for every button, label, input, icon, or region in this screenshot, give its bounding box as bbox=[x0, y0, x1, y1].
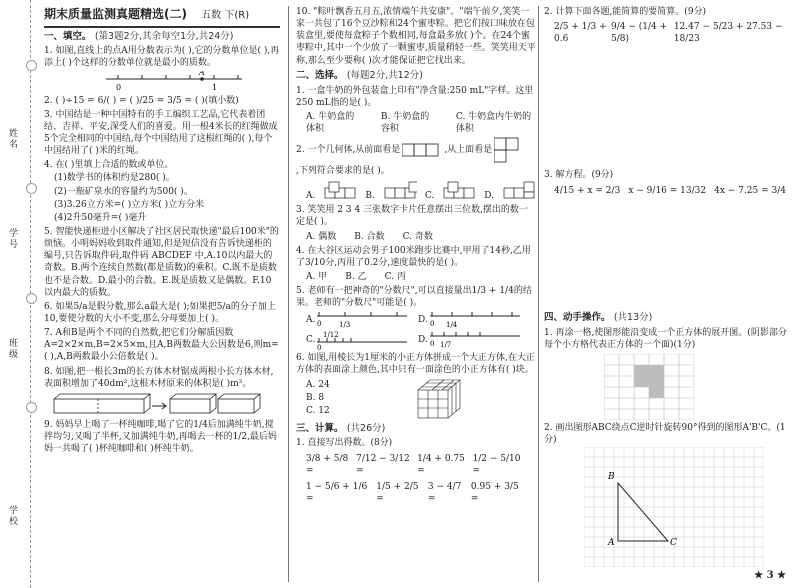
question-text: 3. 笑笑用 2 3 4 三张数字卡片任意摆出三位数,摆出的数一定是( )。 bbox=[296, 205, 528, 228]
cube-figure bbox=[416, 378, 464, 420]
question-8 bbox=[44, 366, 280, 417]
section-note: (共13分) bbox=[613, 311, 653, 323]
column-1 bbox=[44, 0, 280, 588]
ruler-option bbox=[306, 330, 418, 350]
page-title bbox=[44, 6, 280, 28]
calc-2 bbox=[544, 6, 794, 47]
section-calc bbox=[296, 423, 536, 436]
question-text: 9. 妈妈早上喝了一杯纯咖啡,喝了它的1/4后加满纯牛奶,搅拌均匀,又喝了半杯,又加满纯牛奶,再喝去一杯的1/2,最后妈妈一共喝了( )杯纯咖啡和( )杯纯牛奶。 bbox=[44, 419, 277, 455]
section-heading: 二、选择。 bbox=[296, 69, 344, 81]
choice-3 bbox=[296, 204, 536, 242]
choice-1 bbox=[296, 85, 536, 136]
question-text: 2. ( )÷15 = 6/( ) = ( )/25 = 3/5 = ( )(填小数) bbox=[44, 95, 239, 106]
number-line bbox=[104, 71, 244, 93]
calc-item: 3/8 + 5/8 = bbox=[306, 453, 349, 476]
question-text: ,从上面看是 bbox=[444, 145, 493, 155]
option: A. bbox=[306, 191, 316, 202]
question-text: 1. 如图,直线上的点A用分数表示为( ),它的分数单位是( ),再添上( )个这样的分数单位就是最小的质数。 bbox=[44, 46, 280, 69]
calc-item: 0.95 + 3/5 = bbox=[470, 481, 519, 504]
column-divider bbox=[288, 6, 289, 582]
tick-label: 0 bbox=[429, 320, 435, 329]
option: B. 合数 bbox=[354, 231, 385, 242]
calc-item: 9/4 − (1/4 + 5/8) bbox=[610, 22, 668, 45]
column-2 bbox=[296, 0, 536, 588]
option: A. 24 bbox=[306, 379, 330, 390]
option-label: D. bbox=[418, 335, 428, 346]
option: B. 牛奶盒的容积 bbox=[380, 111, 430, 134]
option: C. 奇数 bbox=[402, 231, 433, 242]
question-text: 5. 老师有一把神奇的"分数尺",可以直接量出1/3 + 1/4的结果。老师的"分数尺"可能是( )。 bbox=[296, 286, 532, 309]
tick-label: 0 bbox=[429, 340, 435, 349]
rotation-grid[interactable] bbox=[584, 447, 764, 567]
question-text: 2. 一个几何体,从前面看是 bbox=[296, 145, 401, 155]
choice-5 bbox=[296, 285, 536, 350]
question-text: 4. 在( )里填上合适的数或单位。 bbox=[44, 160, 174, 171]
operation-1 bbox=[544, 327, 794, 420]
calc-item: 4x − 7.25 = 3/4 bbox=[714, 185, 786, 196]
sub-item: (1)数学书的体积约是280( )。 bbox=[54, 173, 175, 184]
page-number-text: 3 bbox=[766, 569, 774, 581]
question-text: 4. 在大谷区运动会男子100米跑步比赛中,甲用了14秒,乙用了3/10分,丙用了0.2分,速度最快的是( )。 bbox=[296, 245, 531, 268]
calc-item: 7/12 − 3/12 = bbox=[356, 453, 410, 476]
title-text: 期末质量监测真题精选(二) bbox=[44, 7, 187, 21]
calc-3 bbox=[544, 169, 794, 198]
tick-label: 1/12 bbox=[323, 331, 340, 340]
calc-item: x − 9/16 = 13/32 bbox=[628, 185, 707, 196]
option: C. 12 bbox=[306, 405, 330, 416]
axis-zero: 0 bbox=[116, 82, 122, 92]
question-text: 7. A和B是两个不同的自然数,把它们分解质因数A=2×2×m,B=2×5×m,且A,B两数最大公因数是6,则m=( ),A,B两数最小公倍数是( )。 bbox=[44, 328, 279, 363]
calc-item: 3 − 4/7 = bbox=[427, 481, 462, 504]
axis-point-a: A bbox=[199, 70, 205, 77]
sub-item: (4)2升50毫升=( )毫升 bbox=[54, 212, 147, 223]
ruler-option bbox=[418, 310, 530, 330]
question-text: 3. 解方程。(9分) bbox=[544, 170, 614, 181]
question-text: 1. 直接写出得数。(8分) bbox=[296, 438, 393, 449]
question-5 bbox=[44, 226, 280, 299]
front-view-figure bbox=[402, 143, 442, 157]
question-9 bbox=[44, 419, 280, 455]
question-text: 6. 如果5/a是假分数,那么a最大是( );如果把5/a的分子加上10,要使分数的大小不变,那么分母要加上( )。 bbox=[44, 301, 276, 324]
column-divider bbox=[538, 6, 539, 582]
option-a-figure bbox=[323, 178, 357, 202]
ruler-c bbox=[315, 330, 410, 350]
section-choice bbox=[296, 70, 536, 83]
operation-2 bbox=[544, 422, 794, 567]
tick-label: 1/3 bbox=[339, 321, 351, 330]
calc-item: 1/4 + 0.75 = bbox=[417, 453, 465, 476]
option-label: A. bbox=[306, 315, 316, 326]
section-heading: 三、计算。 bbox=[296, 422, 344, 434]
question-text: ,下列符合要求的是( )。 bbox=[296, 166, 390, 177]
option-c-figure bbox=[442, 178, 476, 202]
question-text: 5. 智能快递柜进小区解决了社区居民取快递"最后100米"的烦恼。小明妈妈收到取件通知,但是短信没有告诉快递柜的编号,只告诉取件码,取件码 ABCDEF 中,A.10以内最大的奇数。B.两个连续自然数(都是质数)的乘积。C.既不是质数也不是合数。D.最小的合数。E.既是质数又是偶数。F.10以内最大的质数。 bbox=[44, 227, 279, 298]
grade-label: 五数 下(R) bbox=[201, 10, 250, 21]
calc-item: 12.47 − 5/23 + 27.53 − 18/23 bbox=[673, 22, 783, 45]
section-note: (每题2分,共12分) bbox=[346, 69, 423, 81]
calc-item: 2/5 + 1/3 + 0.6 bbox=[554, 22, 607, 45]
binding-hole bbox=[26, 183, 37, 194]
tick-label: 0 bbox=[317, 320, 322, 329]
binding-hole bbox=[26, 60, 37, 71]
question-7 bbox=[44, 327, 280, 363]
column-3 bbox=[544, 0, 794, 588]
option: A. 牛奶盒的体积 bbox=[306, 111, 355, 134]
option: C. bbox=[424, 191, 435, 202]
question-text: 1. 再涂一格,使图形能沿变成一个正方体的展开图。(阴影部分每个小方格代表正方体的一个面)(1分) bbox=[544, 327, 787, 350]
question-6 bbox=[44, 301, 280, 325]
vertex-c: C bbox=[670, 538, 677, 549]
question-text: 8. 如图,把一根长3m的长方体木材锯成两根小长方体木材,表面积增加了40dm²,这根木材原来的体积是( )m³。 bbox=[44, 366, 274, 389]
school-label: 学校 bbox=[7, 505, 17, 527]
sub-item: (3)3.26立方米=( )立方米( )立方分米 bbox=[54, 199, 205, 210]
ruler-option bbox=[306, 310, 418, 330]
option-b-figure bbox=[383, 178, 417, 202]
net-grid[interactable] bbox=[604, 354, 694, 420]
page-number: ★ 3 ★ bbox=[754, 569, 786, 581]
option: B. 8 bbox=[306, 392, 325, 403]
calc-item: 1/2 − 5/10 = bbox=[472, 453, 521, 476]
section-note: (第3题2分,其余每空1分,共24分) bbox=[94, 30, 234, 42]
option-label: C. bbox=[306, 335, 316, 346]
option: D. bbox=[484, 191, 495, 202]
wood-diagram bbox=[52, 391, 262, 417]
section-heading: 一、填空。 bbox=[44, 30, 92, 42]
calc-item: 4/15 + x = 2/3 bbox=[554, 185, 621, 196]
question-text: 3. 中国结是一种中国特有的手工编织工艺品,它代表着团结、吉祥、平安,深受人们的喜爱。用一根4米长的红绳做成5个完全相同的中国结,每个中国结用了这根红绳的( ),每个中国结用了( )米的红绳。 bbox=[44, 109, 278, 157]
option: C. 丙 bbox=[384, 271, 406, 282]
question-1 bbox=[44, 45, 280, 92]
question-text: 2. 计算下面各题,能简算的要简算。(9分) bbox=[544, 7, 707, 17]
id-label: 学号 bbox=[7, 228, 17, 250]
vertex-a: A bbox=[608, 538, 615, 549]
option: A. 甲 bbox=[306, 271, 328, 282]
option: B. bbox=[365, 191, 375, 202]
ruler-option bbox=[418, 330, 530, 350]
calc-item: 1/5 + 2/5 = bbox=[376, 481, 419, 504]
choice-6 bbox=[296, 352, 536, 419]
ruler-d bbox=[428, 310, 523, 330]
question-text: 2. 画出图形ABC绕点C逆时针旋转90°得到的图形A'B'C。(1分) bbox=[544, 422, 786, 445]
tick-label: 1/7 bbox=[439, 341, 452, 350]
option-d-figure bbox=[502, 178, 536, 202]
choice-4 bbox=[296, 245, 536, 283]
class-label: 班级 bbox=[7, 338, 17, 360]
question-text: 6. 如图,用棱长为1厘米的小正方体拼成一个大正方体,在大正方体的表面涂上颜色,其中只有一面涂色的小正方体有( )块。 bbox=[296, 353, 535, 376]
tick-label: 1/4 bbox=[445, 321, 458, 330]
calc-1 bbox=[296, 437, 536, 507]
section-fill-in bbox=[44, 31, 280, 44]
question-text: 1. 一盒牛奶的外包装盒上印有"净含量:250 mL"字样。这里250 mL指的是( )。 bbox=[296, 85, 534, 108]
option: B. 乙 bbox=[345, 271, 367, 282]
ruler-a bbox=[315, 310, 410, 330]
option: C. 牛奶盒内牛奶的体积 bbox=[455, 111, 532, 134]
binding-hole bbox=[26, 402, 37, 413]
ruler-d2 bbox=[428, 330, 523, 350]
question-4 bbox=[44, 159, 280, 224]
sub-item: (2)一瓶矿泉水的容量约为500( )。 bbox=[54, 186, 193, 197]
top-view-figure bbox=[494, 137, 522, 163]
section-note: (共26分) bbox=[346, 422, 386, 434]
triangle-abc bbox=[618, 483, 668, 541]
question-text: 10. "粽叶飘香五月五,浓情端午共安康"。"端午前夕,笑笑一家一共包了16个豆沙粽和24个蜜枣粽。把它们按口味放在包装盒里,要使每盒粽子个数相同,每盒最多放( )个。在24个蜜枣粽中,其中一个少放了一颗蜜枣,质量稍轻一些。笑笑用天平称,那么至少要称( )次才能保证把它找出来。 bbox=[296, 7, 536, 66]
vertex-b: B bbox=[608, 472, 615, 483]
option-label: D. bbox=[418, 315, 428, 326]
tick-label: 0 bbox=[317, 344, 322, 351]
question-10 bbox=[296, 6, 536, 67]
question-3 bbox=[44, 109, 280, 158]
section-hands-on bbox=[544, 312, 794, 325]
axis-one: 1 bbox=[212, 82, 218, 92]
option: A. 偶数 bbox=[306, 231, 337, 242]
question-2 bbox=[44, 95, 280, 107]
calc-item: 1 − 5/6 + 1/6 = bbox=[306, 481, 368, 504]
binding-margin bbox=[0, 0, 42, 588]
section-heading: 四、动手操作。 bbox=[544, 311, 611, 323]
binding-hole bbox=[26, 293, 37, 304]
name-label: 姓名 bbox=[7, 128, 17, 150]
choice-2 bbox=[296, 137, 536, 202]
